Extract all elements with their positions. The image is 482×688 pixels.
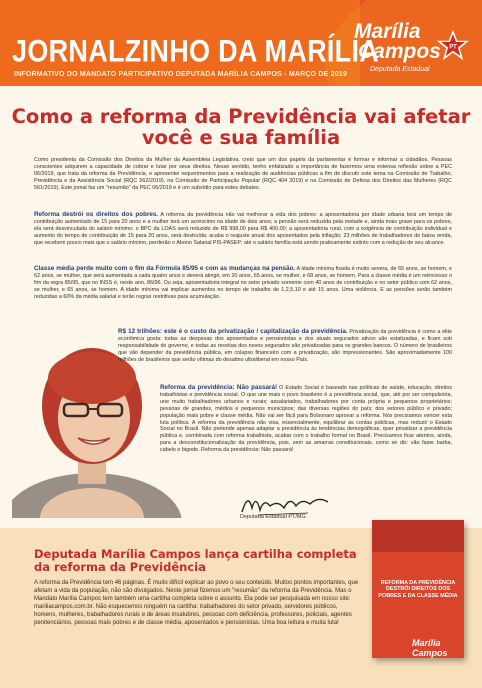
star-label: PT [449, 44, 457, 51]
logo-text-last: Campos [358, 40, 441, 63]
booklet-cover-header [372, 520, 464, 552]
promo-title: Deputada Marília Campos lança cartilha completa da reforma da Previdência [34, 547, 357, 574]
booklet-cover-image [372, 520, 464, 658]
pt-star-icon [436, 28, 470, 62]
promo-text: A reforma da Previdência tem 46 páginas. É muito difícil explicar ao povo o seu conteúdo. Muitos pontos importantes, que afetam a vida da população, não são divulgados. Neste jornal fizemos um "resumão" da reforma da Previdência. Mas o Mandato Marília Campos tem também uma cartilha completa sobre o assunto. Ela pode ser pesquisada em nosso site: mariliacampos.com.br. Não esquecemos ninguém na cartilha: trabalhadores do setor privado, servidores públicos, homens, mulheres, trabalhadores rurais e de áreas insalubres, pessoas com deficiência, professores, policiais, agentes penitenciários, pessoas mais pobres e de classe média, aposentados e pensionistas. Uma boa leitura e muita luta! [34, 580, 359, 627]
section-privatization [118, 329, 452, 364]
section-heading: Reforma da previdência: Não passará! [160, 384, 278, 391]
section-heading: Classe média perde muito com o fim da Fórmula 85/95 e com as mudanças na pensão. [34, 265, 296, 272]
signature-caption: Deputada Estadual PT/MG [240, 514, 306, 520]
masthead [0, 0, 482, 86]
section-text: O Estado Social é baseado nas políticas de saúde, educação, direitos trabalhistas e previdência social. O que une mais o povo brasileiro é a previdência social, que, até por ser compulsória, une muito trabalhadores urbanos e rurais; assalariados, trabalhadores por conta própria e pequenos proprietários; pessoas de grandes, médios e pequenos municípios; das diversas regiões do país; dos setores público e privado; população mais pobre e classe média. Não vai ser fácil para Bolsonaro aprovar a reforma. Nós precisamos vencer esta luta política. A reforma da previdência não visa, essencialmente, equilibrar as contas públicas, mas reduzir o Estado Social no Brasil. Não pretende apenas adaptar a previdência às tendências demográficas, quer privatizar a previdência pública e, combinada com reforma trabalhista, acabar com o trabalho formal no Brasil. Precisamos ficar atentos, ainda, para a desconstitucionalização da previdência, pois, sem as amarras constitucionais, como se diz: vão fazer barba, cabelo e bigode. Reforma da previdência: Não passará! [160, 385, 453, 454]
section-poor [34, 212, 452, 247]
booklet-cover-title: REFORMA DA PREVIDÊNCIA DESTRÓI DIREITOS DOS POBRES E DA CLASSE MÉDIA [378, 580, 458, 599]
article-lead: Como presidenta da Comissão dos Direitos da Mulher da Assembleia Legislativa, creio que um dos papéis da parlamentar é formar e informar a cidadãos. Pessoas conscientes adquirem a capacidade de cobrar e lutar por seus direitos. Nesse sentido, tenho enfatizado a importância de fazermos uma extensa reflexão sobre a PEC 06/2019, que trata da reforma da Previdência, e apresentei requerimentos para a realização de audiências públicas a fim de discutir este tema na Comissão de Trabalho, Previdência e da Assistência Social (RQC 562/2019), na Comissão de Participação Popular (RQC 404 2019) e na Comissão de Defesa dos Direitos das Mulheres (RQC 561/2019). Este jornal faz um "resumão" da PEC 06/2019 e é um subsídio para estes debates. [34, 157, 452, 191]
article-title: Como a reforma da Previdência vai afetar você e sua família [11, 105, 471, 149]
logo-tagline: Deputada Estadual [370, 66, 430, 73]
booklet-cover-logo: Marília Campos [412, 638, 448, 658]
newsletter-title: JORNALZINHO DA MARÍLIA [12, 34, 380, 69]
section-will-not-pass [160, 385, 452, 454]
newsletter-subtitle: INFORMATIVO DO MANDATO PARTICIPATIVO DEPUTADA MARÍLIA CAMPOS - MARÇO DE 2019 [14, 71, 348, 78]
section-text: A idade mínima fixada é muito severa, de 65 anos, se homem, e 62 anos, se mulher, que será aumentada a cada quatro anos e deverá atingir, em 20 anos, 65 anos, se mulher, e 68 anos, se homem. Para a classe média é um retrocesso o fim da regra 85/95, que no INSS é, neste ano, 86/96. Ou seja, aposentadoria integral no setor privado somente com 40 anos de contribuição e no setor público com 62 anos, se mulher, e 65 anos, se homem. A idade mínima vai implicar aumentos no tempo de trabalho de 1,2,5,10 e até 15 anos. Uma violência. E as pensões serão também reduzidas a 60% da média salarial e terão regras restritivas para acumulação. [34, 266, 453, 300]
section-heading: R$ 12 trilhões: este é o custo da privatização / capitalização da previdência. [118, 328, 348, 335]
section-heading: Reforma destrói os direitos dos pobres. [34, 211, 159, 218]
marilia-campos-logo [354, 20, 464, 82]
logo-text-first: Marília [354, 20, 421, 43]
section-text: Privatização da previdência é como a elite econômica gosta: todas as despesas dos aposentados e pensionistas e dos atuais segurados ativos são estatizadas, e ficam sob responsabilidade do governo, e todas as receitas dos novos segurados são privatizadas para os grandes bancos. O número de brasileiros que vão depender da previdência pública, em colapso financeiro com a privatização, são impressionantes. São aproximadamente 100 milhões de brasileiros que serão vítimas do desatino ultraliberal em nosso País. [118, 329, 452, 363]
section-middle-class [34, 266, 452, 301]
section-text: A reforma da previdência não vai melhorar a vida dos pobres: a aposentadoria por idade urbana terá um tempo de contribuição aumentado de 15 para 20 anos e a mulher terá um acréscimo na idade de dois anos; a pensão será reduzida pela metade e, ainda mais grave para os pobres, ela será desvinculada do salário mínimo; o BPC da LOAS será reduzido de R$ 998,00 para R$ 400,00; a aposentadoria rural, com a exigência de contribuição individual e aumento do tempo de contribuição de 15 para 20 anos, será destruída; acaba o reajuste anual dos aposentados pela inflação; 23 milhões de trabalhadores de baixa renda, que recebem pouco mais que o salário mínimo, perderão o Abono Salarial PIS-PASEP; até o salário família está sendo praticamente extinto com a redução de seu alcance. [34, 212, 452, 246]
